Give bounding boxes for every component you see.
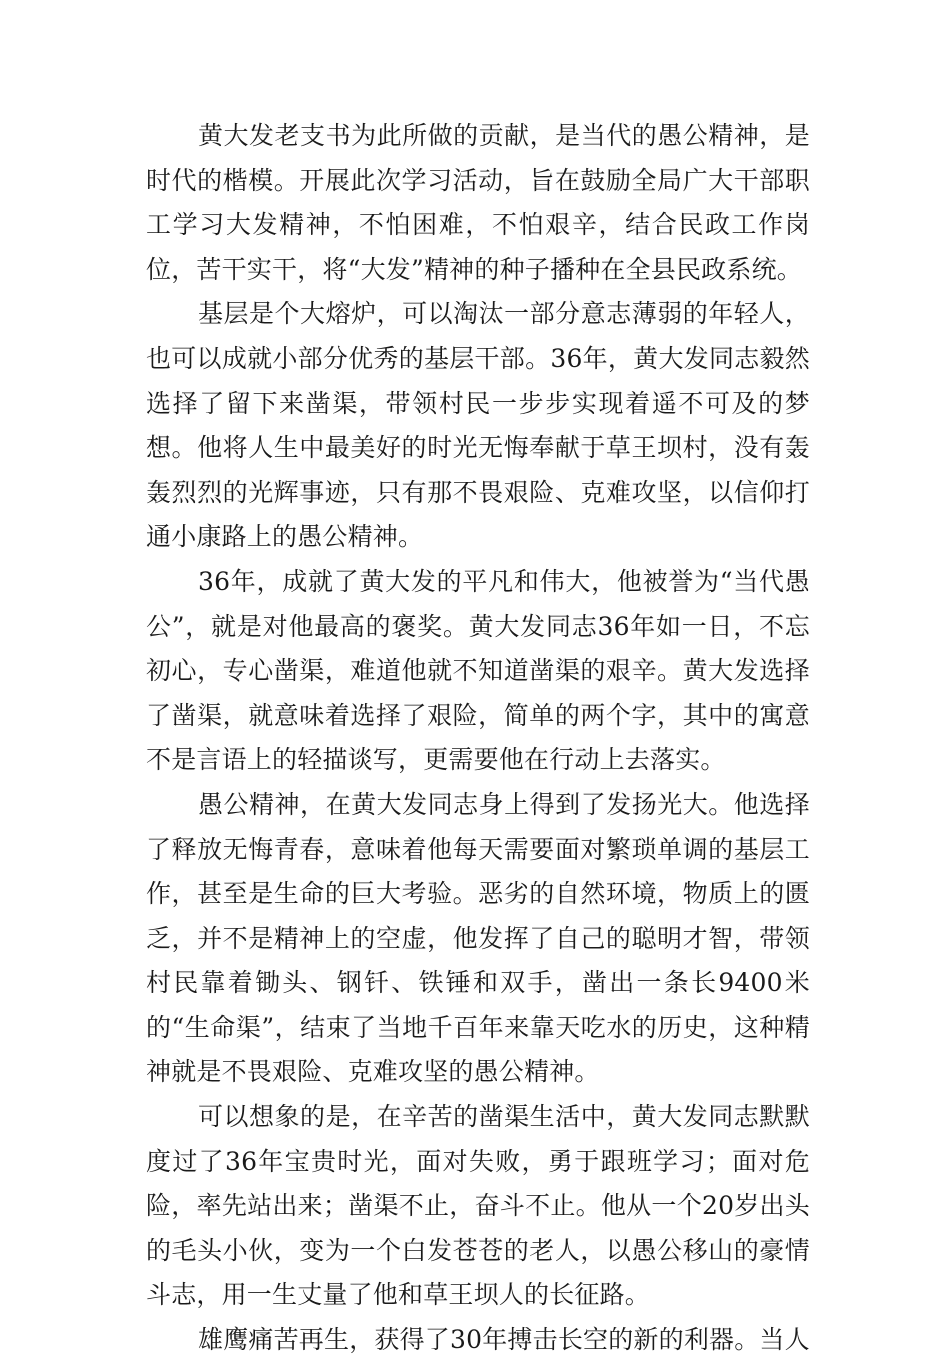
paragraph-5: 可以想象的是，在辛苦的凿渠生活中，黄大发同志默默度过了36年宝贵时光，面对失败，勇于跟班学习；面对危险，率先站出来；凿渠不止，奋斗不止。他从一个20岁出头的毛头小伙，变为一个白发苍苍的老人，以愚公移山的豪情斗志，用一生丈量了他和草王坝人的长征路。 [146, 1102, 810, 1310]
paragraph-1: 黄大发老支书为此所做的贡献，是当代的愚公精神，是时代的楷模。开展此次学习活动，旨在鼓励全局广大干部职工学习大发精神，不怕困难，不怕艰辛，结合民政工作岗位，苦干实干，将“大发”精神的种子播种在全县民政系统。 [146, 121, 810, 284]
paragraph-4: 愚公精神，在黄大发同志身上得到了发扬光大。他选择了释放无悔青春，意味着他每天需要面对繁琐单调的基层工作，甚至是生命的巨大考验。恶劣的自然环境，物质上的匮乏，并不是精神上的空虚，他发挥了自己的聪明才智，带领村民靠着锄头、钢钎、铁锤和双手，凿出一条长9400米的“生命渠”，结束了当地千百年来靠天吃水的历史，这种精神就是不畏艰险、克难攻坚的愚公精神。 [146, 789, 810, 1087]
document-body [146, 114, 810, 1363]
paragraph-2: 基层是个大熔炉，可以淘汰一部分意志薄弱的年轻人，也可以成就小部分优秀的基层干部。36年，黄大发同志毅然选择了留下来凿渠，带领村民一步步实现着遥不可及的梦想。他将人生中最美好的时光无悔奉献于草王坝村，没有轰轰烈烈的光辉事迹，只有那不畏艰险、克难攻坚，以信仰打通小康路上的愚公精神。 [146, 299, 810, 552]
paragraph-6: 雄鹰痛苦再生，获得了30年搏击长空的新的利器。当人 [198, 1325, 810, 1355]
paragraph-3: 36年，成就了黄大发的平凡和伟大，他被誉为“当代愚公”，就是对他最高的褒奖。黄大发同志36年如一日，不忘初心，专心凿渠，难道他就不知道凿渠的艰辛。黄大发选择了凿渠，就意味着选择了艰险，简单的两个字，其中的寓意不是言语上的轻描谈写，更需要他在行动上去落实。 [146, 566, 810, 775]
